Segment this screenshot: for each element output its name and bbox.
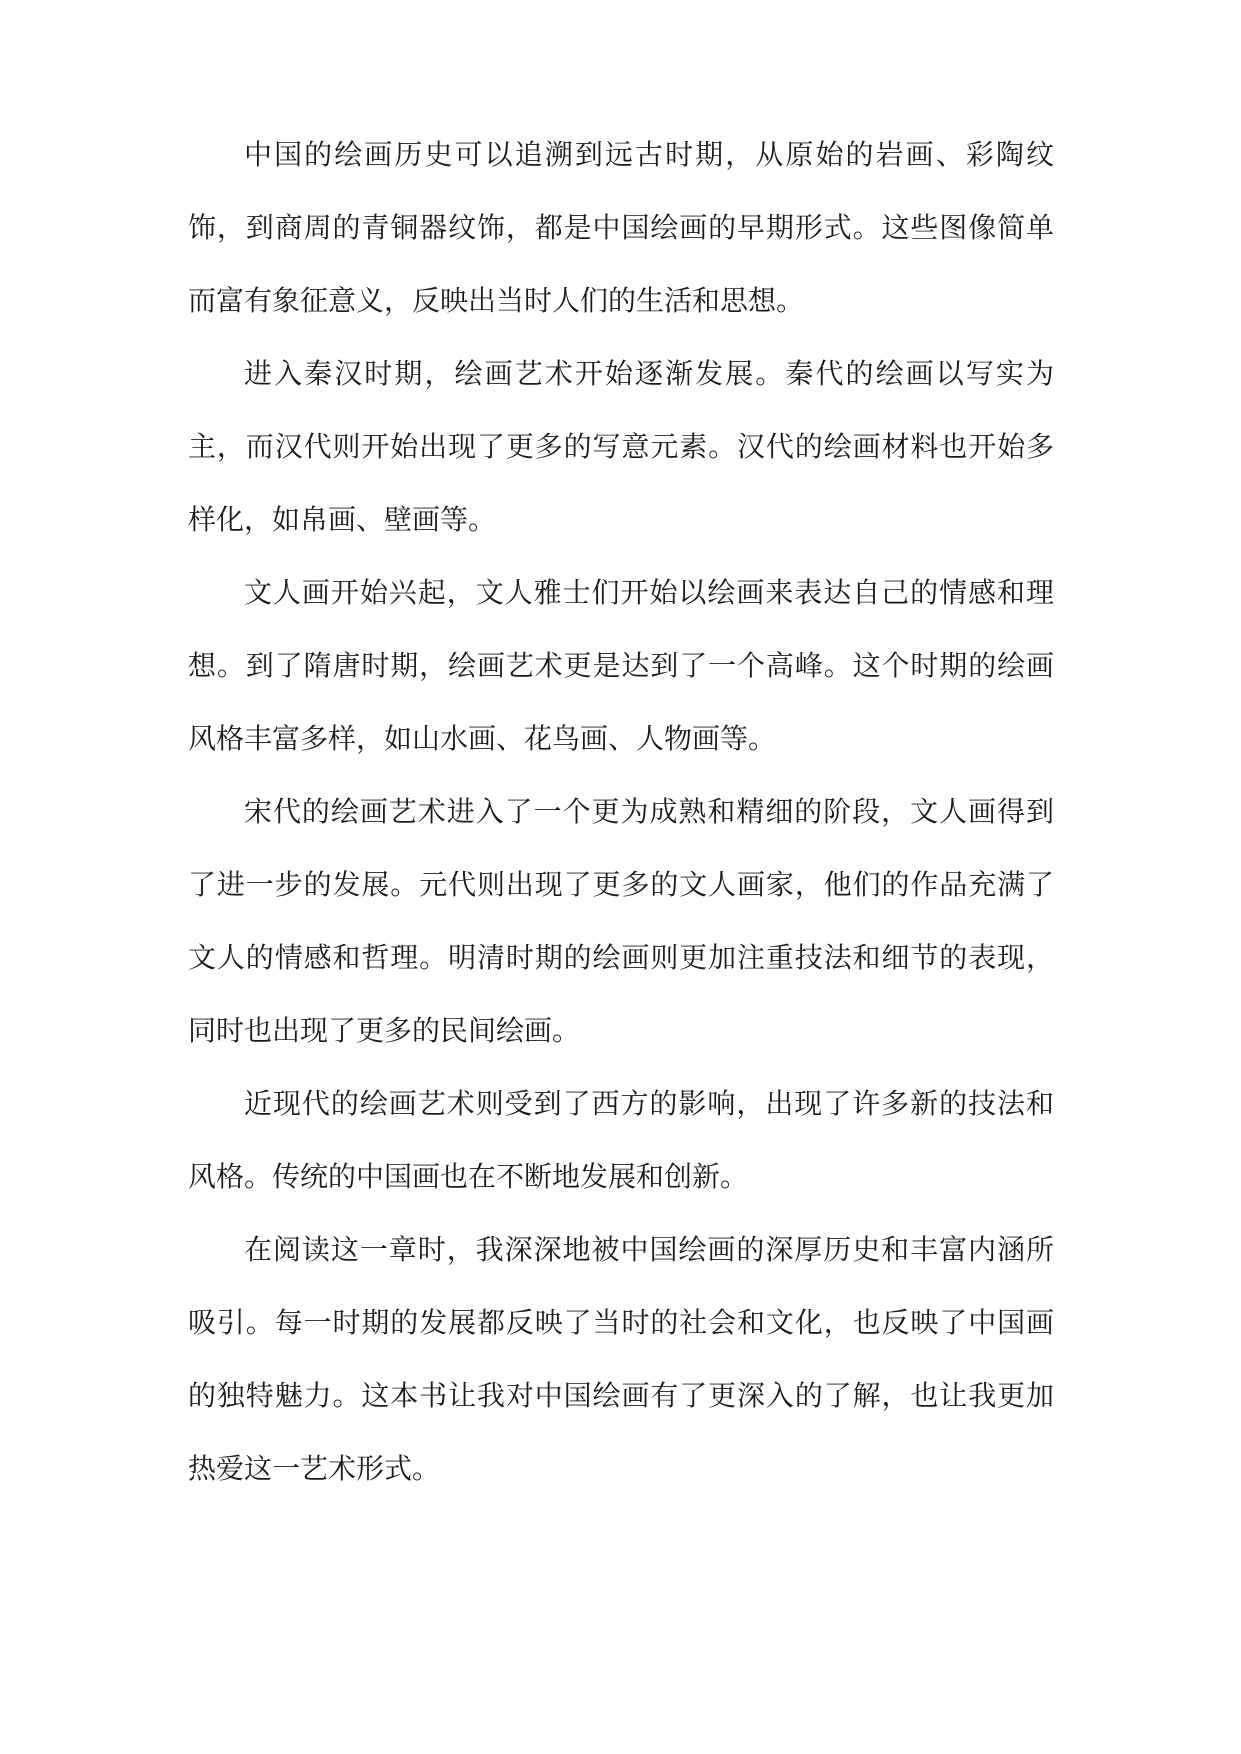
paragraph-song-yuan-ming-qing: 宋代的绘画艺术进入了一个更为成熟和精细的阶段，文人画得到了进一步的发展。元代则出现了更多的文人画家，他们的作品充满了文人的情感和哲理。明清时期的绘画则更加注重技法和细节的表现，同时也出现了更多的民间绘画。 — [188, 795, 1054, 1047]
paragraph-reflection: 在阅读这一章时，我深深地被中国绘画的深厚历史和丰富内涵所吸引。每一时期的发展都反映了当时的社会和文化，也反映了中国画的独特魅力。这本书让我对中国绘画有了更深入的了解，也让我更加热爱这一艺术形式。 — [188, 1233, 1054, 1485]
paragraph-qin-han: 进入秦汉时期，绘画艺术开始逐渐发展。秦代的绘画以写实为主，而汉代则开始出现了更多的写意元素。汉代的绘画材料也开始多样化，如帛画、壁画等。 — [188, 357, 1054, 536]
paragraph-modern: 近现代的绘画艺术则受到了西方的影响，出现了许多新的技法和风格。传统的中国画也在不断地发展和创新。 — [188, 1087, 1054, 1193]
paragraph-literati-sui-tang: 文人画开始兴起，文人雅士们开始以绘画来表达自己的情感和理想。到了隋唐时期，绘画艺术更是达到了一个高峰。这个时期的绘画风格丰富多样，如山水画、花鸟画、人物画等。 — [188, 576, 1054, 755]
document-body — [188, 118, 1054, 1505]
paragraph-ancient-origins: 中国的绘画历史可以追溯到远古时期，从原始的岩画、彩陶纹饰，到商周的青铜器纹饰，都是中国绘画的早期形式。这些图像简单而富有象征意义，反映出当时人们的生活和思想。 — [188, 138, 1054, 317]
